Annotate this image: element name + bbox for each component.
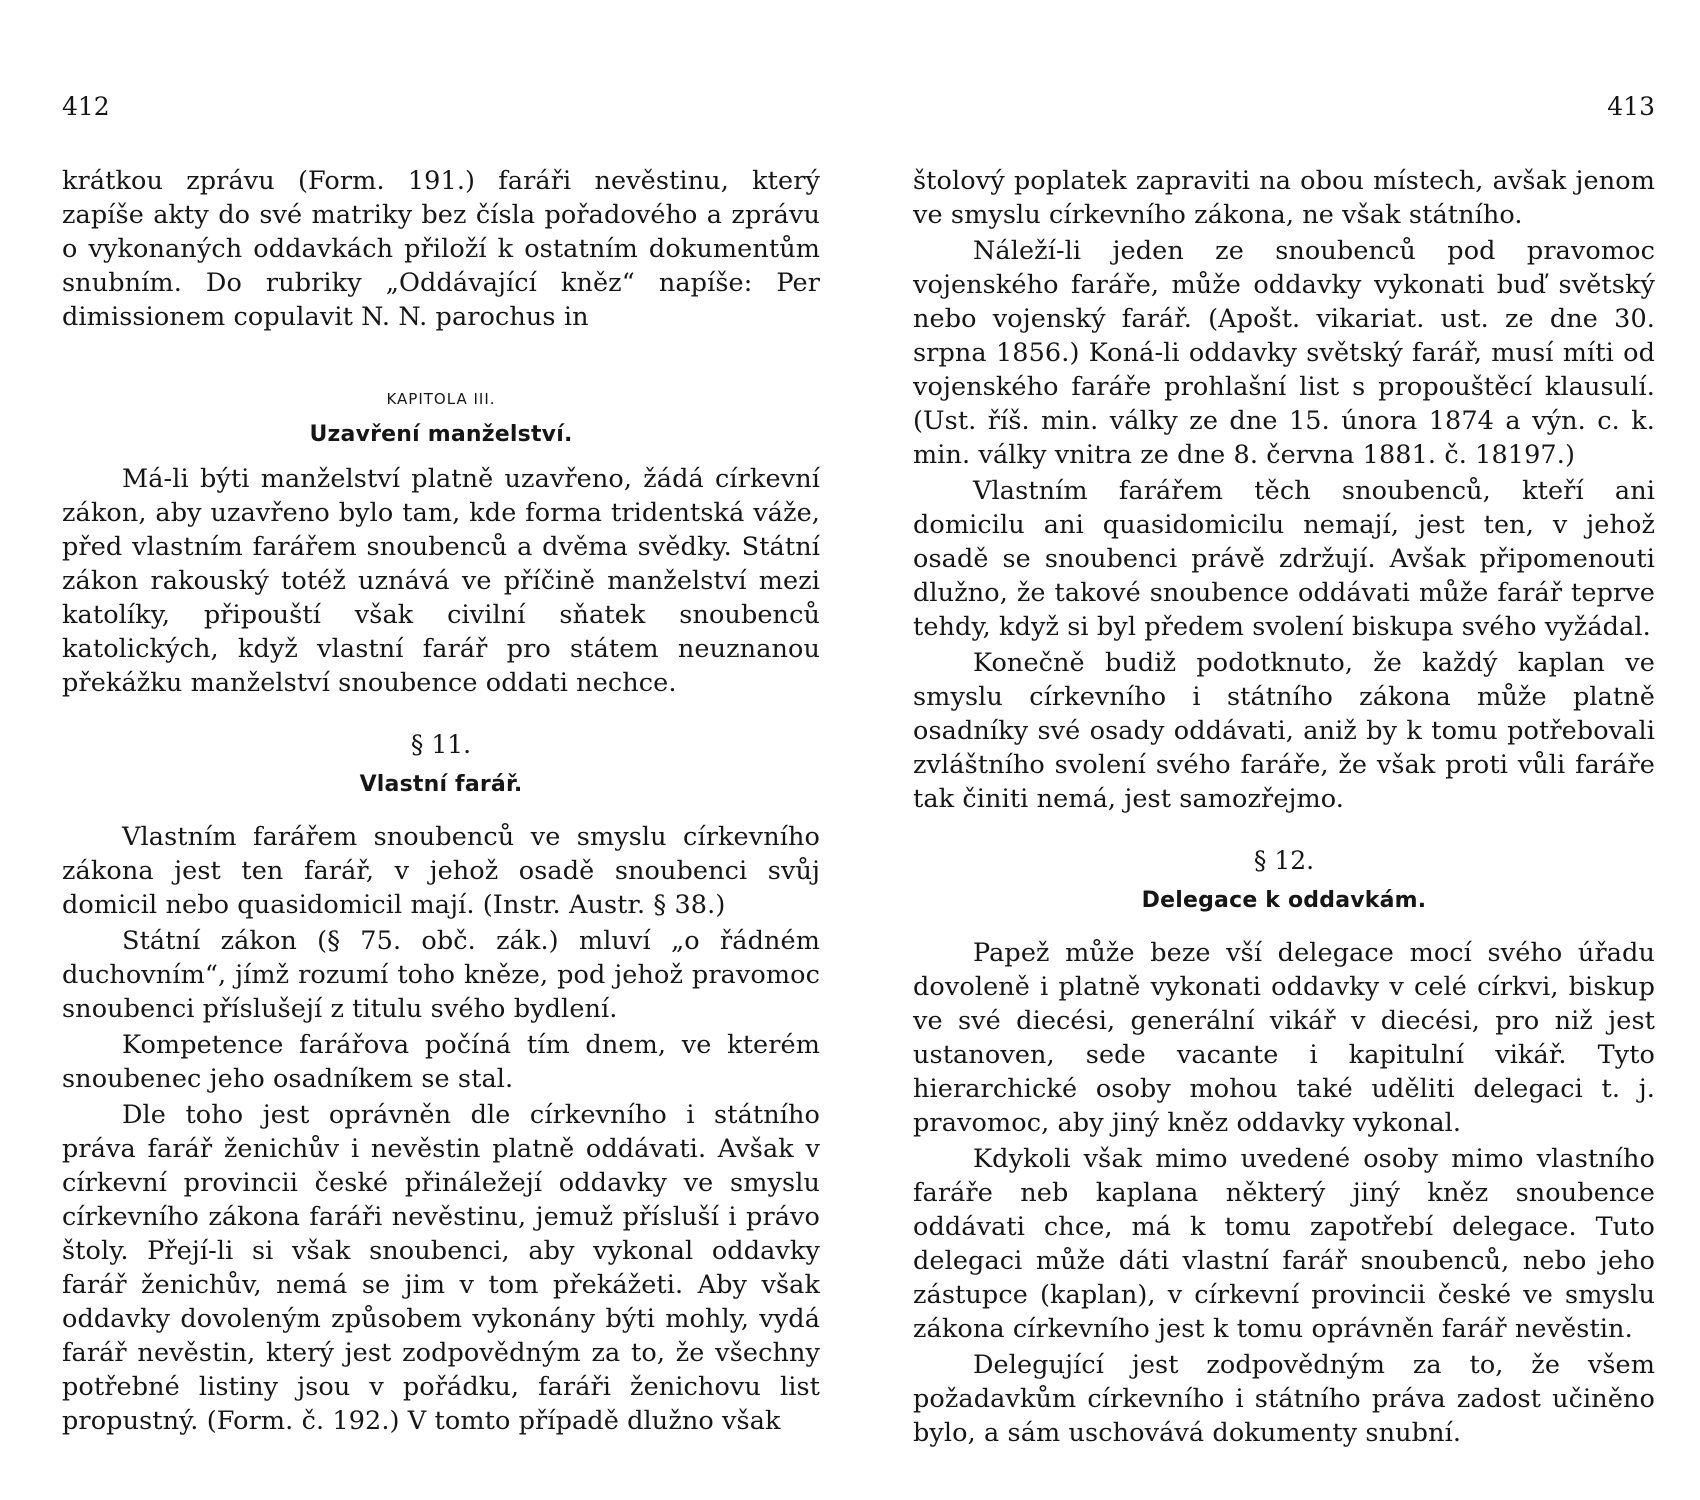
chapter-title: Uzavření manželství. <box>309 422 573 447</box>
paragraph: Dle toho jest oprávněn dle církevního i státního práva farář ženichův i nevěstin platně oddávati. Avšak v církevní provincii české přináležejí oddavky ve smyslu církevního zákona faráři nevěstinu, jemuž přísluší i právo štoly. Přejí-li si však snoubenci, aby vykonal oddavky farář ženichův, nemá se jim v tom překážeti. Aby však oddavky dovoleným způsobem vykonány býti mohly, vydá farář nevěstin, který jest zodpovědným za to, že všechny potřebné listiny jsou v pořádku, faráři ženichovu list propustný. (Form. č. 192.) V tomto případě dlužno však <box>62 1100 820 1436</box>
section-number: § 12. <box>1253 846 1315 875</box>
paragraph: Kompetence farářova počíná tím dnem, ve kterém snoubenec jeho osadníkem se stal. <box>62 1030 820 1094</box>
left-page <box>62 90 820 1490</box>
right-text-block <box>913 164 1655 1450</box>
left-text-block <box>62 164 820 1438</box>
paragraph: Státní zákon (§ 75. obč. zák.) mluví „o řádném duchovním“, jímž rozumí toho kněze, pod jehož pravomoc snoubenci příslušejí z titulu svého bydlení. <box>62 926 820 1024</box>
section-title: Delegace k oddavkám. <box>1141 888 1427 913</box>
section-title: Vlastní farář. <box>359 772 523 797</box>
right-page <box>913 90 1655 1490</box>
paragraph: Delegující jest zodpovědným za to, že všem požadavkům církevního i státního práva zadost učiněno bylo, a sám uschovává dokumenty snubní. <box>913 1350 1655 1448</box>
paragraph: Konečně budiž podotknuto, že každý kaplan ve smyslu církevního i státního zákona může platně osadníky své osady oddávati, aniž by k tomu potřebovali zvláštního svolení svého faráře, že však proti vůli faráře tak činiti nemá, jest samozřejmo. <box>913 648 1655 814</box>
paragraph: Vlastním farářem snoubenců ve smyslu církevního zákona jest ten farář, v jehož osadě snoubenci svůj domicil nebo quasidomicil mají. (Instr. Austr. § 38.) <box>62 822 820 920</box>
page-number: 412 <box>62 92 110 121</box>
section-number: § 11. <box>410 730 472 759</box>
paragraph: Vlastním farářem těch snoubenců, kteří ani domicilu ani quasidomicilu nemají, jest ten, v jehož osadě se snoubenci právě zdržují. Avšak připomenouti dlužno, že takové snoubence oddávati může farář teprve tehdy, když si byl předem svolení biskupa svého vyžádal. <box>913 476 1655 642</box>
paragraph: Papež může beze vší delegace mocí svého úřadu dovoleně i platně vykonati oddavky v celé církvi, biskup ve své diecési, generální vikář v diecési, pro niž jest ustanoven, sede vacante i kapitulní vikář. Tyto hierarchické osoby mohou také uděliti delegaci t. j. pravomoc, aby jiný kněz oddavky vykonal. <box>913 938 1655 1138</box>
paragraph: krátkou zprávu (Form. 191.) faráři nevěstinu, který zapíše akty do své matriky bez čísla pořadového a zprávu o vykonaných oddavkách přiloží k ostatním dokumentům snubním. Do rubriky „Oddávající kněz“ napíše: Per dimissionem copulavit N. N. parochus in <box>62 166 820 332</box>
page-number: 413 <box>1607 92 1655 121</box>
paragraph: štolový poplatek zapraviti na obou místech, avšak jenom ve smyslu církevního zákona, ne však státního. <box>913 166 1655 230</box>
paragraph: Kdykoli však mimo uvedené osoby mimo vlastního faráře neb kaplana některý jiný kněz snoubence oddávati chce, má k tomu zapotřebí delegace. Tuto delegaci může dáti vlastní farář snoubenců, nebo jeho zástupce (kaplan), v církevní provincii české ve smyslu zákona církevního jest k tomu oprávněn farář nevěstin. <box>913 1144 1655 1344</box>
chapter-label: KAPITOLA III. <box>386 390 496 408</box>
paragraph: Má-li býti manželství platně uzavřeno, žádá církevní zákon, aby uzavřeno bylo tam, kde forma tridentská váže, před vlastním farářem snoubenců a dvěma svědky. Státní zákon rakouský totéž uznává ve příčině manželství mezi katolíky, připouští však civilní sňatek snoubenců katolických, když vlastní farář pro státem neuznanou překážku manželství snoubence oddati nechce. <box>62 464 820 698</box>
paragraph: Náleží-li jeden ze snoubenců pod pravomoc vojenského faráře, může oddavky vykonati buď světský nebo vojenský farář. (Apošt. vikariat. ust. ze dne 30. srpna 1856.) Koná-li oddavky světský farář, musí míti od vojenského faráře prohlašní list s propouštěcí klausulí. (Ust. říš. min. války ze dne 15. února 1874 a výn. c. k. min. války vnitra ze dne 8. června 1881. č. 18197.) <box>913 236 1655 470</box>
